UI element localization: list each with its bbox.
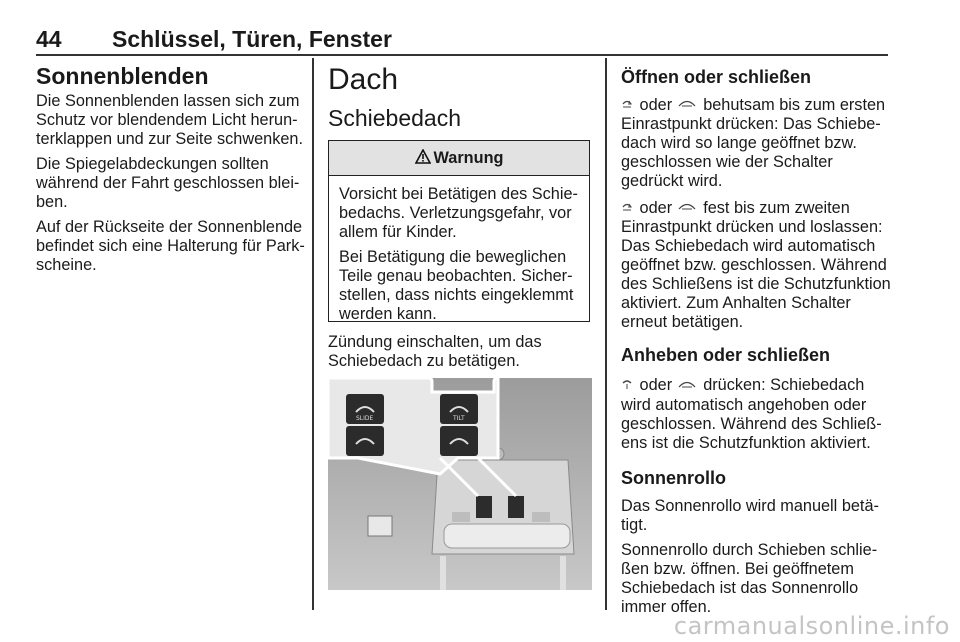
column-divider-right [605, 58, 607, 610]
subheading-schiebedach: Schiebedach [328, 105, 461, 131]
warning-box [328, 140, 590, 322]
paragraph: oder drücken: Schiebedach wird automatisch angehoben oder geschlossen. Während des Schließ- ens ist die Schutzfunktion aktiviert. [621, 376, 882, 452]
slide-switch-icon [621, 96, 633, 115]
paragraph: Die Sonnenblenden lassen sich zum Schutz vor blendendem Licht herun- terklappen und zur Seite schwenken. [36, 92, 303, 148]
warning-header [329, 141, 589, 176]
column-sun-visors [36, 62, 306, 281]
close-switch-icon [677, 199, 697, 218]
watermark: carmanualsonline.info [673, 612, 950, 640]
section-heading-sonnenblenden: Sonnenblenden [36, 63, 209, 89]
tilt-switch-icon [621, 377, 633, 396]
heading-oeffnen-schliessen: Öffnen oder schließen [621, 67, 812, 87]
close-switch-icon [677, 377, 697, 396]
close-switch-icon [677, 96, 697, 115]
paragraph: Die Spiegelabdeckungen sollten während der Fahrt geschlossen blei- ben. [36, 155, 300, 211]
paragraph: Das Sonnenrollo wird manuell betä- tigt. [621, 496, 879, 534]
warning-triangle-icon [415, 148, 431, 169]
chapter-title: Schlüssel, Türen, Fenster [112, 26, 392, 52]
paragraph: oder behutsam bis zum ersten Einrastpunkt drücken: Das Schiebe- dach wird so lange geöffnet bzw. geschlossen wie der Schalter gedrückt wird. [621, 96, 886, 191]
paragraph: Auf der Rückseite der Sonnenblende befindet sich eine Halterung für Park- scheine. [36, 218, 305, 274]
sunroof-switch-photo [328, 378, 592, 590]
warning-paragraph: Vorsicht bei Betätigen des Schie- bedachs. Verletzungsgefahr, vor allem für Kinder. [339, 185, 578, 241]
paragraph: oder fest bis zum zweiten Einrastpunkt drücken und loslassen: Das Schiebedach wird automatisch geöffnet bzw. geschlossen. Während des Schließens ist die Schutzfunktion aktiviert. Zum Anhalten Schalter erneut betätigen. [621, 199, 891, 332]
paragraph: Sonnenrollo durch Schieben schlie- ßen bzw. öffnen. Bei geöffnetem Schiebedach ist das Sonnenrollo immer offen. [621, 540, 878, 616]
slide-switch-icon [621, 199, 633, 218]
column-roof [328, 62, 598, 132]
warning-title: Warnung [433, 148, 504, 167]
column-divider-left [312, 58, 314, 610]
section-heading-dach: Dach [328, 63, 399, 96]
heading-anheben-schliessen: Anheben oder schließen [621, 345, 831, 366]
instruction-paragraph: Zündung einschalten, um das Schiebedach zu betätigen. [328, 333, 542, 370]
header-divider [36, 54, 888, 56]
warning-paragraph: Bei Betätigung die beweglichen Teile genau beobachten. Sicher- stellen, dass nichts eingeklemmt werden kann. [339, 248, 574, 323]
column-operation [621, 66, 891, 623]
page-number: 44 [36, 26, 62, 52]
tilt-label: TILT [453, 415, 465, 422]
slide-label: SLIDE [356, 415, 374, 422]
heading-sonnenrollo: Sonnenrollo [621, 467, 726, 488]
